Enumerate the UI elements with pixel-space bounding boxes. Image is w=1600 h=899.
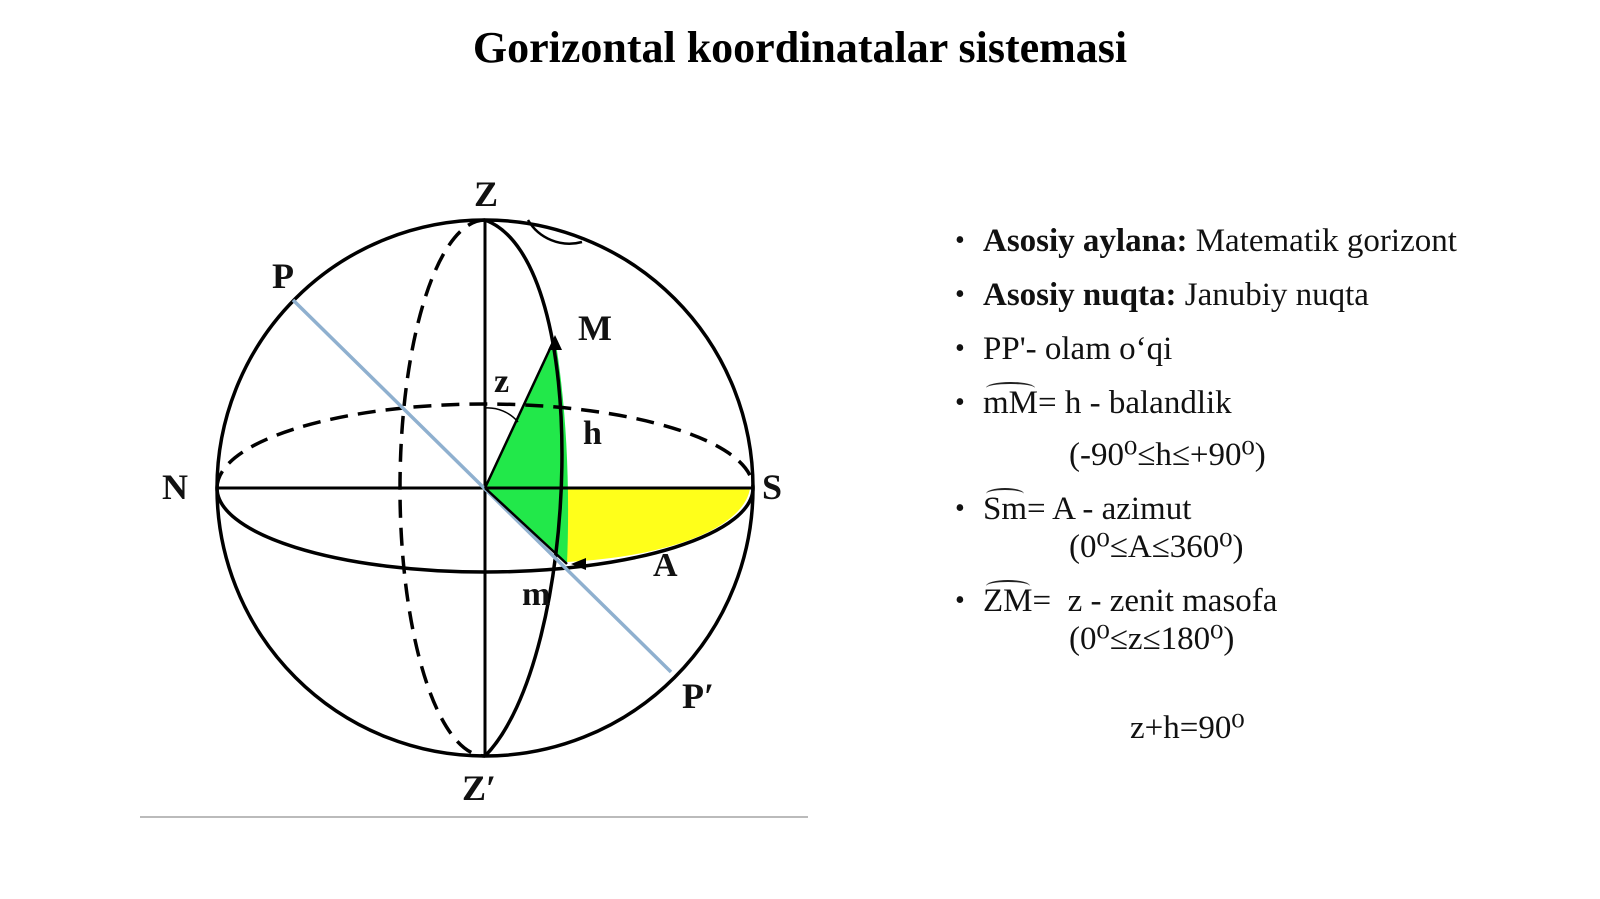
label-zenith-distance: z — [494, 363, 510, 400]
range-altitude: (-90⁰≤h≤+90⁰) — [1069, 437, 1266, 473]
term-main-circle: Asosiy aylana: — [983, 223, 1188, 259]
value-main-point: Janubiy nuqta — [1176, 277, 1369, 313]
label-star-projection: m — [522, 576, 551, 613]
star-arrow — [548, 335, 562, 350]
celestial-sphere-svg — [130, 160, 830, 840]
label-altitude: h — [583, 415, 602, 452]
term-main-point: Asosiy nuqta: — [983, 277, 1177, 313]
definition-main-point — [955, 276, 1555, 314]
definition-main-circle — [955, 222, 1555, 260]
zenith-distance-arc — [485, 408, 518, 422]
value-altitude: = h - balandlik — [1038, 385, 1232, 421]
value-main-circle: Matematik gorizont — [1187, 223, 1457, 259]
label-zenith: Z — [474, 174, 499, 214]
label-azimuth: A — [653, 547, 678, 584]
definition-list — [955, 222, 1555, 658]
slide-title: Gorizontal koordinatalar sistemasi — [472, 23, 1128, 72]
definition-world-axis — [955, 330, 1555, 368]
formula-z-plus-h: z+h=90⁰ — [1130, 710, 1245, 746]
arc-azimuth: Sm — [983, 491, 1028, 527]
label-south: S — [762, 467, 783, 507]
label-pole-south: P′ — [682, 676, 715, 716]
definition-altitude — [955, 384, 1555, 474]
range-zenith-distance: (0⁰≤z≤180⁰) — [1069, 621, 1235, 657]
value-world-axis: PP'- olam o‘qi — [983, 331, 1173, 367]
range-azimuth: (0⁰≤A≤360⁰) — [1069, 529, 1244, 565]
value-zenith-distance: = z - zenit masofa — [1032, 583, 1278, 619]
label-star: M — [578, 308, 612, 348]
value-azimuth: = A - azimut — [1027, 491, 1192, 527]
definition-zenith-distance — [955, 582, 1555, 658]
label-nadir: Z′ — [462, 768, 497, 808]
arc-altitude: mM — [983, 385, 1039, 421]
celestial-sphere-diagram — [130, 160, 830, 840]
world-axis-line — [293, 300, 671, 672]
definition-azimuth — [955, 490, 1555, 566]
label-pole-north: P — [272, 256, 294, 296]
label-north: N — [162, 467, 188, 507]
arc-zenith-distance: ZM — [983, 583, 1033, 619]
